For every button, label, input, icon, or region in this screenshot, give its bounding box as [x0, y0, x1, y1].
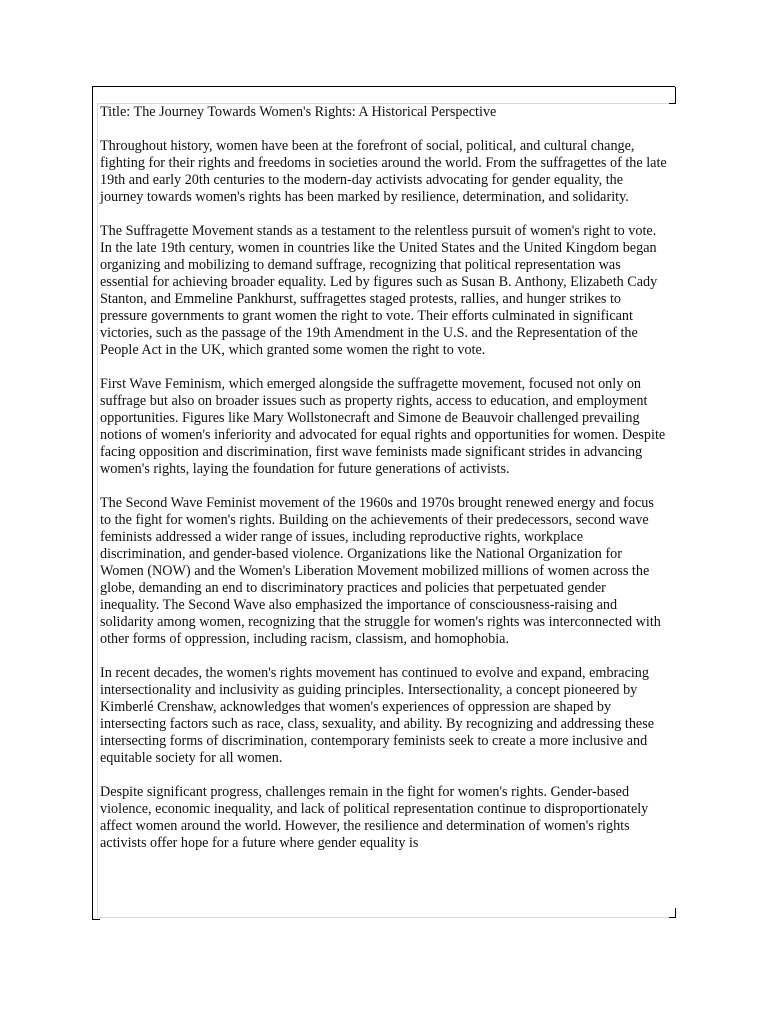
paragraph-first-wave: First Wave Feminism, which emerged alongside the suffragette movement, focused not only on suffrage but also on broader issues such as property rights, access to education, and employment opportunities. Figures like Mary Wollstonecraft and Simone de Beauvoir challenged prevailing notions of women's inferiority and advocated for equal rights and opportunities for women. Despite facing opposition and discrimination, first wave feminists made significant strides in advancing women's rights, laying the foundation for future generations of activists. — [100, 376, 666, 477]
document-title: Title: The Journey Towards Women's Rights: A Historical Perspective — [100, 104, 497, 120]
document-body — [98, 104, 669, 852]
frame-corner-mark — [92, 919, 100, 920]
frame-corner-mark — [668, 103, 676, 104]
document-text-area[interactable] — [97, 103, 669, 918]
frame-corner-mark — [675, 87, 676, 104]
paragraph-suffragette: The Suffragette Movement stands as a testament to the relentless pursuit of women's right to vote. In the late 19th century, women in countries like the United States and the United Kingdom began organizing and mobilizing to demand suffrage, recognizing that political representation was essential for achieving broader equality. Led by figures such as Susan B. Anthony, Elizabeth Cady Stanton, and Emmeline Pankhurst, suffragettes staged protests, rallies, and hunger strikes to pressure governments to grant women the right to vote. Their efforts culminated in significant victories, such as the passage of the 19th Amendment in the U.S. and the Representation of the People Act in the UK, which granted some women the right to vote. — [100, 223, 658, 358]
document-frame — [92, 86, 675, 920]
frame-corner-mark — [668, 917, 676, 918]
paragraph-second-wave: The Second Wave Feminist movement of the 1960s and 1970s brought renewed energy and focus to the fight for women's rights. Building on the achievements of their predecessors, second wave feminists addressed a wider range of issues, including reproductive rights, workplace discrimination, and gender-based violence. Organizations like the National Organization for Women (NOW) and the Women's Liberation Movement mobilized millions of women across the globe, demanding an end to discriminatory practices and policies that perpetuated gender inequality. The Second Wave also emphasized the importance of consciousness-raising and solidarity among women, recognizing that the struggle for women's rights was interconnected with other forms of oppression, including racism, classism, and homophobia. — [100, 495, 661, 647]
paragraph-challenges: Despite significant progress, challenges remain in the fight for women's rights. Gender-based violence, economic inequality, and lack of political representation continue to disproportionately affect women around the world. However, the resilience and determination of women's rights activists offer hope for a future where gender equality is — [100, 784, 649, 851]
paragraph-intro: Throughout history, women have been at the forefront of social, political, and cultural change, fighting for their rights and freedoms in societies around the world. From the suffragettes of the late 19th and early 20th centuries to the modern-day activists advocating for gender equality, the journey towards women's rights has been marked by resilience, determination, and solidarity. — [100, 138, 667, 205]
paragraph-intersectionality: In recent decades, the women's rights movement has continued to evolve and expand, embracing intersectionality and inclusivity as guiding principles. Intersectionality, a concept pioneered by Kimberlé Crenshaw, acknowledges that women's experiences of oppression are shaped by intersecting factors such as race, class, sexuality, and ability. By recognizing and addressing these intersecting forms of discrimination, contemporary feminists seek to create a more inclusive and equitable society for all women. — [100, 665, 655, 766]
